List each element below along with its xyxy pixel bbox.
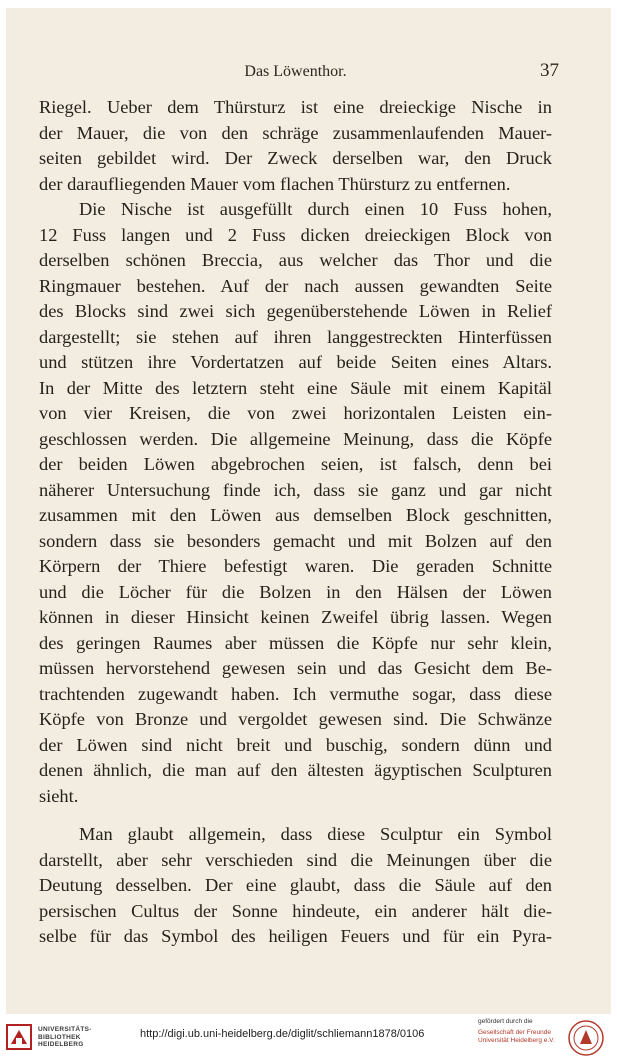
text-line: In der Mitte des letztern steht eine Säule mit einem Kapitäl: [39, 377, 552, 398]
text-line: persischen Cultus der Sonne hindeute, ein anderer hält die-: [39, 900, 552, 921]
library-name-line: UNIVERSITÄTS-: [38, 1026, 92, 1033]
text-line: können in dieser Hinsicht keinen Zweifel übrig lassen. Wegen: [39, 607, 552, 627]
text-line: der daraufliegenden Mauer vom flachen Thürsturz zu entfernen.: [39, 173, 511, 194]
text-line: zusammen mit den Löwen aus demselben Block geschnitten,: [39, 505, 552, 525]
text-line: Deutung desselben. Der eine glaubt, dass die Säule auf den: [39, 875, 552, 895]
university-seal-icon: [567, 1019, 605, 1057]
text-line: von vier Kreisen, die von zwei horizontalen Leisten ein-: [39, 403, 552, 423]
text-line: Ringmauer bestehen. Auf der nach aussen gewandten Seite: [39, 275, 552, 296]
text-line: der Mauer, die von den schräge zusammenlaufenden Mauer-: [39, 122, 552, 143]
running-head-title: Das Löwenthor.: [244, 63, 347, 80]
text-line: selbe für das Symbol des heiligen Feuers und für ein Pyra-: [39, 926, 552, 946]
sponsor-name: [478, 1029, 555, 1045]
text-line: geschlossen werden. Die allgemeine Meinung, dass die Köpfe: [39, 428, 552, 449]
running-header: [32, 60, 559, 84]
text-line: darstellt, aber sehr verschieden sind die Meinungen über die: [39, 849, 552, 870]
sponsor-label: gefördert durch die: [478, 1018, 533, 1025]
paragraph-first-line: Die Nische ist ausgefüllt durch einen 10 Fuss hohen,: [79, 199, 552, 219]
text-line: seiten gebildet wird. Der Zweck derselben war, den Druck: [39, 148, 552, 168]
library-name: [38, 1026, 92, 1049]
text-line: Köpfe von Bronze und vergoldet gewesen sind. Die Schwänze: [39, 709, 552, 729]
permalink-url[interactable]: http://digi.ub.uni-heidelberg.de/diglit/schliemann1878/0106: [140, 1028, 425, 1040]
scanned-page: [6, 8, 611, 1014]
text-line: des Blocks sind zwei sich gegenüberstehende Löwen in Relief: [39, 301, 552, 321]
sponsor-name-line: Gesellschaft der Freunde: [478, 1029, 551, 1036]
text-line: und die Löcher für die Bolzen in den Hälsen der Löwen: [39, 581, 552, 602]
viewer-footer: [0, 1016, 617, 1060]
text-line: Riegel. Ueber dem Thürsturz ist eine dreieckige Nische in: [39, 97, 552, 117]
text-line: sieht.: [39, 785, 79, 806]
text-line: Körpern der Thiere befestigt waren. Die geraden Schnitte: [39, 556, 552, 576]
text-line: derselben schönen Breccia, aus welcher das Thor und die: [39, 250, 552, 270]
text-line: müssen hervorstehend gewesen sein und das Gesicht dem Be-: [39, 658, 552, 678]
library-name-line: BIBLIOTHEK: [38, 1033, 81, 1041]
text-line: denen ähnlich, die man auf den ältesten ägyptischen Sculpturen: [39, 760, 552, 780]
text-line: dargestellt; sie stehen auf ihren langgestreckten Hinterfüssen: [39, 326, 552, 347]
text-line: trachtenden zugewandt haben. Ich vermuthe sogar, dass diese: [39, 683, 552, 704]
text-line: des geringen Raumes aber müssen die Köpfe nur sehr klein,: [39, 632, 552, 653]
sponsor-name-line: Universität Heidelberg e.V.: [478, 1037, 555, 1044]
paragraph-first-line: Man glaubt allgemein, dass diese Sculptur ein Symbol: [79, 824, 552, 844]
text-line: 12 Fuss langen und 2 Fuss dicken dreieckigen Block von: [39, 224, 552, 245]
text-line: und stützen ihre Vordertatzen auf beide Seiten eines Altars.: [39, 352, 552, 372]
text-line: näherer Untersuchung finde ich, dass sie ganz und gar nicht: [39, 479, 552, 500]
text-line: der beiden Löwen abgebrochen seien, ist falsch, denn bei: [39, 454, 552, 474]
body-text: [39, 95, 552, 950]
page-number: 37: [540, 60, 559, 81]
text-line: sondern dass sie besonders gemacht und mit Bolzen auf den: [39, 530, 552, 551]
library-logo-icon: [4, 1022, 34, 1052]
text-line: der Löwen sind nicht breit und buschig, sondern dünn und: [39, 734, 552, 755]
library-name-line: HEIDELBERG: [38, 1041, 84, 1048]
